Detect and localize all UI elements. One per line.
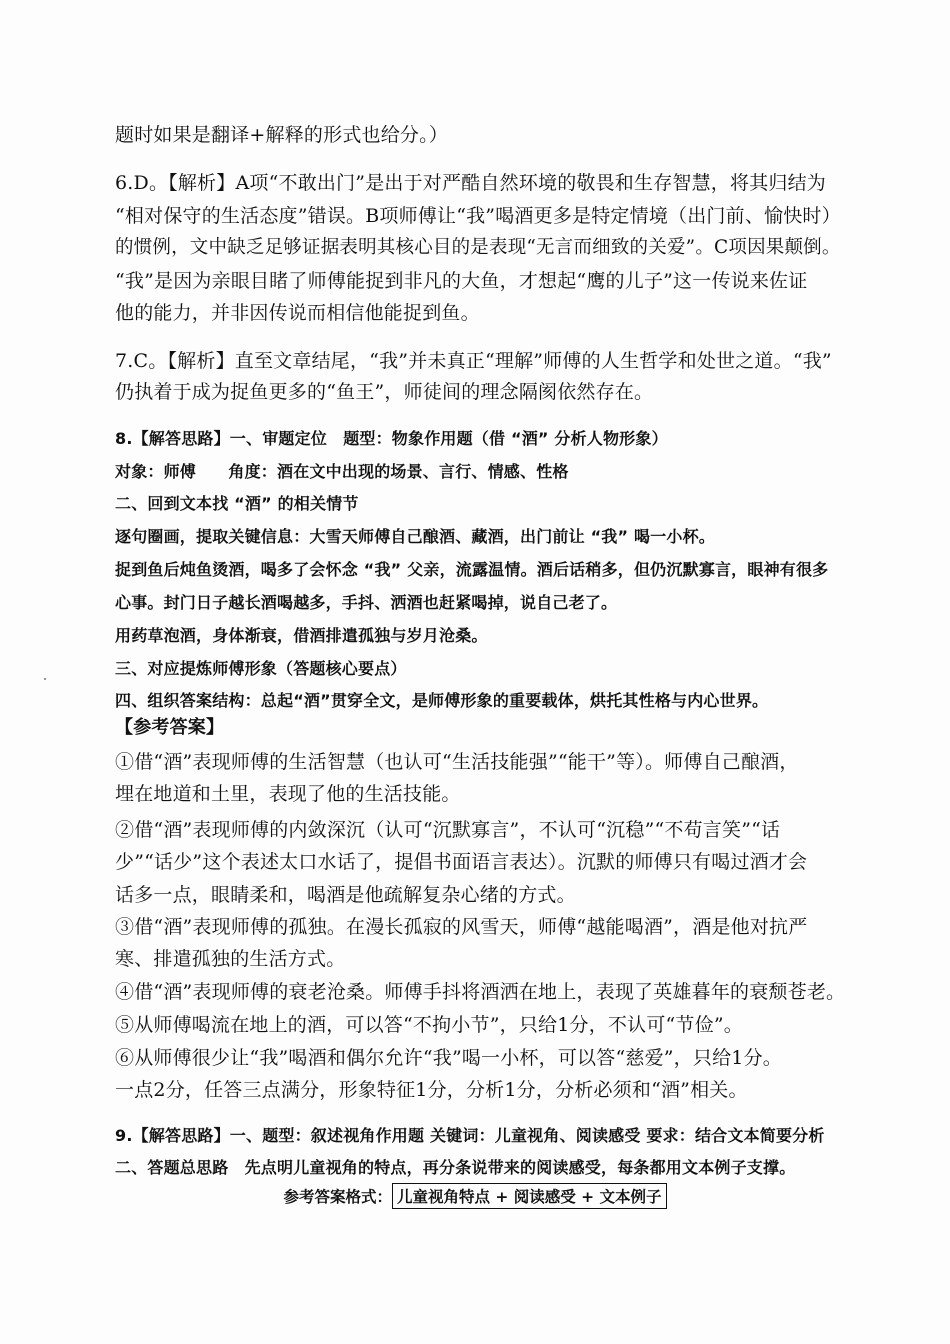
answer-point: ⑥从师傅很少让“我”喝酒和偶尔允许“我”喝一小杯，可以答“慈爱”，只给1分。 bbox=[115, 1047, 782, 1069]
text-line: 7.C。【解析】直至文章结尾，“我”并未真正“理解”师傅的人生哲学和处世之道。“我” bbox=[115, 350, 832, 372]
answer-point: ④借“酒”表现师傅的衰老沧桑。师傅手抖将酒洒在地上，表现了英雄暮年的衰颓苍老。 bbox=[115, 981, 846, 1003]
section-heading: 9.【解答思路】一、题型：叙述视角作用题 关键词：儿童视角、阅读感受 要求：结合文本简要分析 bbox=[115, 1126, 825, 1145]
answer-format-box: 儿童视角特点 + 阅读感受 + 文本例子 bbox=[392, 1183, 667, 1209]
section-heading: 三、对应提炼师傅形象（答题核心要点） bbox=[115, 659, 407, 678]
text-line: 捉到鱼后炖鱼烫酒，喝多了会怀念 “我” 父亲，流露温情。酒后话稍多，但仍沉默寡言，眼神有很多 bbox=[115, 560, 829, 579]
scan-speck bbox=[44, 678, 46, 680]
text-line: 题时如果是翻译+解释的形式也给分。） bbox=[115, 124, 449, 146]
answer-point: 少”“话少”这个表述太口水话了，提倡书面语言表达）。沉默的师傅只有喝过酒才会 bbox=[115, 851, 808, 873]
text-line: 心事。封门日子越长酒喝越多，手抖、洒酒也赶紧喝掉，说自己老了。 bbox=[115, 593, 618, 612]
text-line: 仍执着于成为捉鱼更多的“鱼王”，师徒间的理念隔阂依然存在。 bbox=[115, 381, 654, 403]
reference-answer-heading: 【参考答案】 bbox=[115, 717, 225, 738]
text-line: 的惯例，文中缺乏足够证据表明其核心目的是表现“无言而细致的关爱”。C项因果颠倒。 bbox=[115, 237, 841, 258]
text-line: 用药草泡酒，身体渐衰，借酒排遣孤独与岁月沧桑。 bbox=[115, 626, 488, 645]
answer-point: 寒、排遣孤独的生活方式。 bbox=[115, 948, 346, 970]
answer-point: ③借“酒”表现师傅的孤独。在漫长孤寂的风雪天，师傅“越能喝酒”，酒是他对抗严 bbox=[115, 916, 808, 938]
section-heading: 四、组织答案结构：总起“酒”贯穿全文，是师傅形象的重要载体，烘托其性格与内心世界。 bbox=[115, 691, 769, 710]
scoring-note: 一点2分，任答三点满分，形象特征1分，分析1分，分析必须和“酒”相关。 bbox=[115, 1079, 748, 1101]
text-line: “相对保守的生活态度”错误。B项师傅让“我”喝酒更多是特定情境（出门前、愉快时） bbox=[115, 205, 841, 227]
answer-point: ⑤从师傅喝流在地上的酒，可以答“不拘小节”，只给1分，不认可“节俭”。 bbox=[115, 1014, 743, 1036]
answer-point: ②借“酒”表现师傅的内敛深沉（认可“沉默寡言”，不认可“沉稳”“不苟言笑”“话 bbox=[115, 819, 781, 841]
answer-format-label: 参考答案格式： bbox=[283, 1188, 392, 1206]
answer-point: 话多一点，眼睛柔和，喝酒是他疏解复杂心绪的方式。 bbox=[115, 884, 576, 906]
answer-format-row bbox=[0, 1183, 950, 1209]
text-line: 二、答题总思路 先点明儿童视角的特点，再分条说带来的阅读感受，每条都用文本例子支撑。 bbox=[115, 1158, 796, 1177]
answer-point: 埋在地道和土里，表现了他的生活技能。 bbox=[115, 783, 461, 805]
text-line: “我”是因为亲眼目睹了师傅能捉到非凡的大鱼，才想起“鹰的儿子”这一传说来佐证 bbox=[115, 270, 808, 292]
section-heading: 8.【解答思路】一、审题定位 题型：物象作用题（借 “酒” 分析人物形象） bbox=[115, 429, 668, 448]
section-heading: 二、回到文本找 “酒” 的相关情节 bbox=[115, 494, 359, 513]
text-line: 他的能力，并非因传说而相信他能捉到鱼。 bbox=[115, 302, 480, 324]
text-line: 6.D。【解析】A项“不敢出门”是出于对严酷自然环境的敬畏和生存智慧，将其归结为 bbox=[115, 172, 827, 194]
text-line: 逐句圈画，提取关键信息：大雪天师傅自己酿酒、藏酒，出门前让 “我” 喝一小杯。 bbox=[115, 527, 715, 546]
text-line: 对象：师傅 角度：酒在文中出现的场景、言行、情感、性格 bbox=[115, 462, 569, 481]
answer-point: ①借“酒”表现师傅的生活智慧（也认可“生活技能强”“能干”等）。师傅自己酿酒， bbox=[115, 751, 799, 773]
